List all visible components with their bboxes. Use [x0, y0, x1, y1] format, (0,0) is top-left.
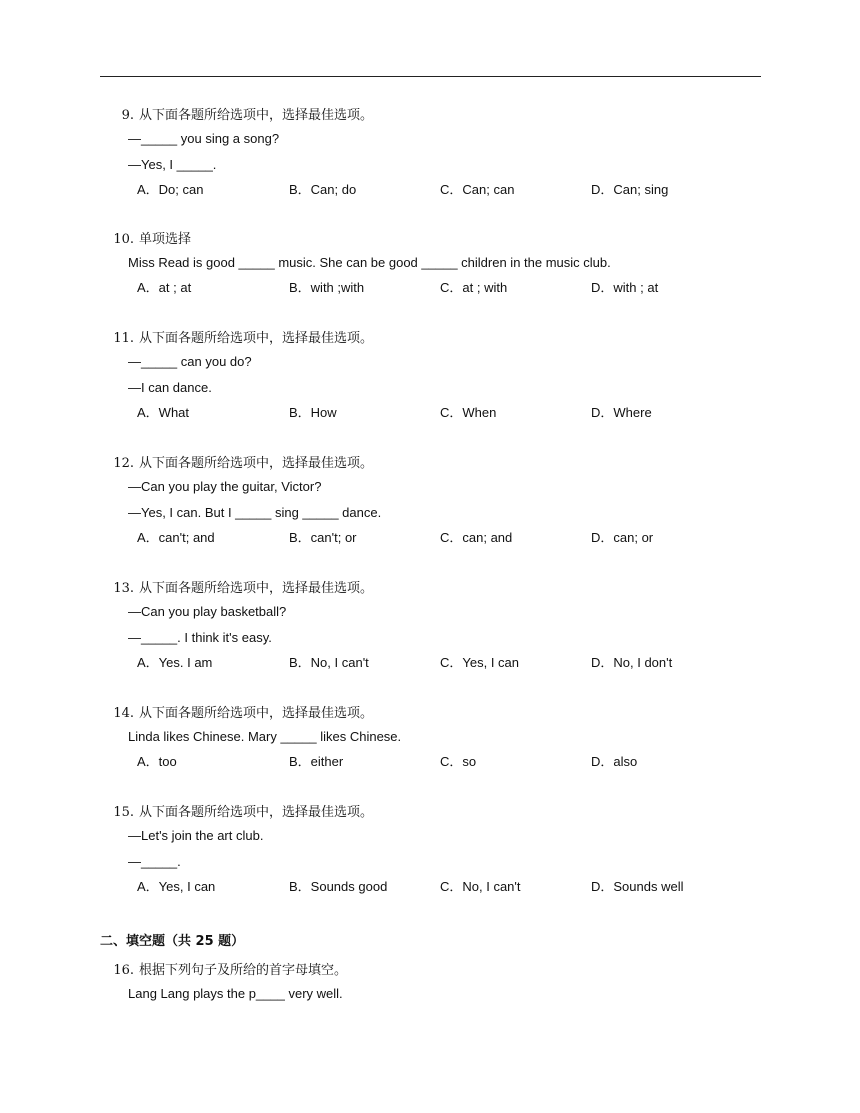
header-rule — [100, 76, 761, 77]
option-b[interactable]: B．No, I can't — [289, 655, 369, 670]
question-instruction: 从下面各题所给选项中，选择最佳选项。 — [139, 581, 374, 596]
option-d[interactable]: D．with ; at — [591, 280, 659, 295]
question-instruction: 从下面各题所给选项中，选择最佳选项。 — [139, 108, 374, 123]
question-line: —_____. — [128, 854, 181, 869]
options-row — [108, 178, 768, 202]
option-b[interactable]: B．either — [289, 754, 344, 769]
option-d[interactable]: D．Can; sing — [591, 182, 669, 197]
option-a[interactable]: A．at ; at — [137, 280, 192, 295]
question-number: 15. — [113, 805, 134, 820]
question-instruction: 从下面各题所给选项中，选择最佳选项。 — [139, 331, 374, 346]
option-c[interactable]: C．When — [440, 405, 497, 420]
question-header — [108, 230, 768, 250]
question-header — [108, 803, 768, 823]
option-c[interactable]: C．Yes, I can — [440, 655, 520, 670]
question-number: 9. — [121, 108, 134, 123]
question-number: 10. — [113, 232, 134, 247]
option-a[interactable]: A．Do; can — [137, 182, 204, 197]
question-instruction: 从下面各题所给选项中，选择最佳选项。 — [139, 706, 374, 721]
option-b[interactable]: B．with ;with — [289, 280, 365, 295]
question-13 — [108, 579, 768, 675]
option-a[interactable]: A．can't; and — [137, 530, 215, 545]
question-line: Linda likes Chinese. Mary _____ likes Chinese. — [128, 729, 402, 744]
option-c[interactable]: C．so — [440, 754, 477, 769]
question-line: Miss Read is good _____ music. She can be good _____ children in the music club. — [128, 255, 611, 270]
question-line: —Can you play basketball? — [128, 604, 287, 619]
options-row — [108, 651, 768, 675]
options-row — [108, 750, 768, 774]
option-d[interactable]: D．No, I don't — [591, 655, 673, 670]
option-c[interactable]: C．Can; can — [440, 182, 515, 197]
options-row — [108, 276, 768, 300]
option-b[interactable]: B．can't; or — [289, 530, 357, 545]
option-d[interactable]: D．can; or — [591, 530, 654, 545]
question-number: 11. — [113, 331, 134, 346]
question-header — [108, 106, 768, 126]
question-line: —Yes, I can. But I _____ sing _____ dance. — [128, 505, 382, 520]
option-c[interactable]: C．at ; with — [440, 280, 508, 295]
option-b[interactable]: B．How — [289, 405, 337, 420]
options-row — [108, 526, 768, 550]
option-d[interactable]: D．also — [591, 754, 638, 769]
question-line: —Let's join the art club. — [128, 828, 264, 843]
option-a[interactable]: A．too — [137, 754, 177, 769]
question-14 — [108, 704, 768, 774]
question-line: —_____ you sing a song? — [128, 131, 280, 146]
question-line: —_____ can you do? — [128, 354, 252, 369]
question-number: 12. — [113, 456, 134, 471]
question-header — [108, 454, 768, 474]
question-number: 16. — [113, 963, 134, 978]
option-b[interactable]: B．Can; do — [289, 182, 357, 197]
question-12 — [108, 454, 768, 550]
question-header — [108, 704, 768, 724]
question-instruction: 从下面各题所给选项中，选择最佳选项。 — [139, 805, 374, 820]
question-header — [108, 329, 768, 349]
question-line: —_____. I think it's easy. — [128, 630, 272, 645]
question-instruction: 单项选择 — [139, 232, 192, 247]
question-header — [108, 579, 768, 599]
question-line: Lang Lang plays the p____ very well. — [128, 986, 343, 1001]
question-instruction: 根据下列句子及所给的首字母填空。 — [139, 963, 348, 978]
option-b[interactable]: B．Sounds good — [289, 879, 388, 894]
question-header — [108, 961, 768, 981]
question-number: 13. — [113, 581, 134, 596]
option-d[interactable]: D．Where — [591, 405, 652, 420]
question-15 — [108, 803, 768, 899]
question-instruction: 从下面各题所给选项中，选择最佳选项。 — [139, 456, 374, 471]
option-a[interactable]: A．Yes, I can — [137, 879, 216, 894]
section-heading: 二、填空题（共 25 题） — [100, 934, 245, 949]
question-11 — [108, 329, 768, 425]
options-row — [108, 875, 768, 899]
option-c[interactable]: C．can; and — [440, 530, 513, 545]
question-line: —Yes, I _____. — [128, 157, 217, 172]
question-10 — [108, 230, 768, 300]
option-a[interactable]: A．Yes. I am — [137, 655, 213, 670]
option-d[interactable]: D．Sounds well — [591, 879, 684, 894]
option-a[interactable]: A．What — [137, 405, 190, 420]
question-9 — [108, 106, 768, 202]
question-number: 14. — [113, 706, 134, 721]
option-c[interactable]: C．No, I can't — [440, 879, 521, 894]
options-row — [108, 401, 768, 425]
question-line: —Can you play the guitar, Victor? — [128, 479, 322, 494]
question-16 — [108, 961, 768, 1007]
question-line: —I can dance. — [128, 380, 212, 395]
